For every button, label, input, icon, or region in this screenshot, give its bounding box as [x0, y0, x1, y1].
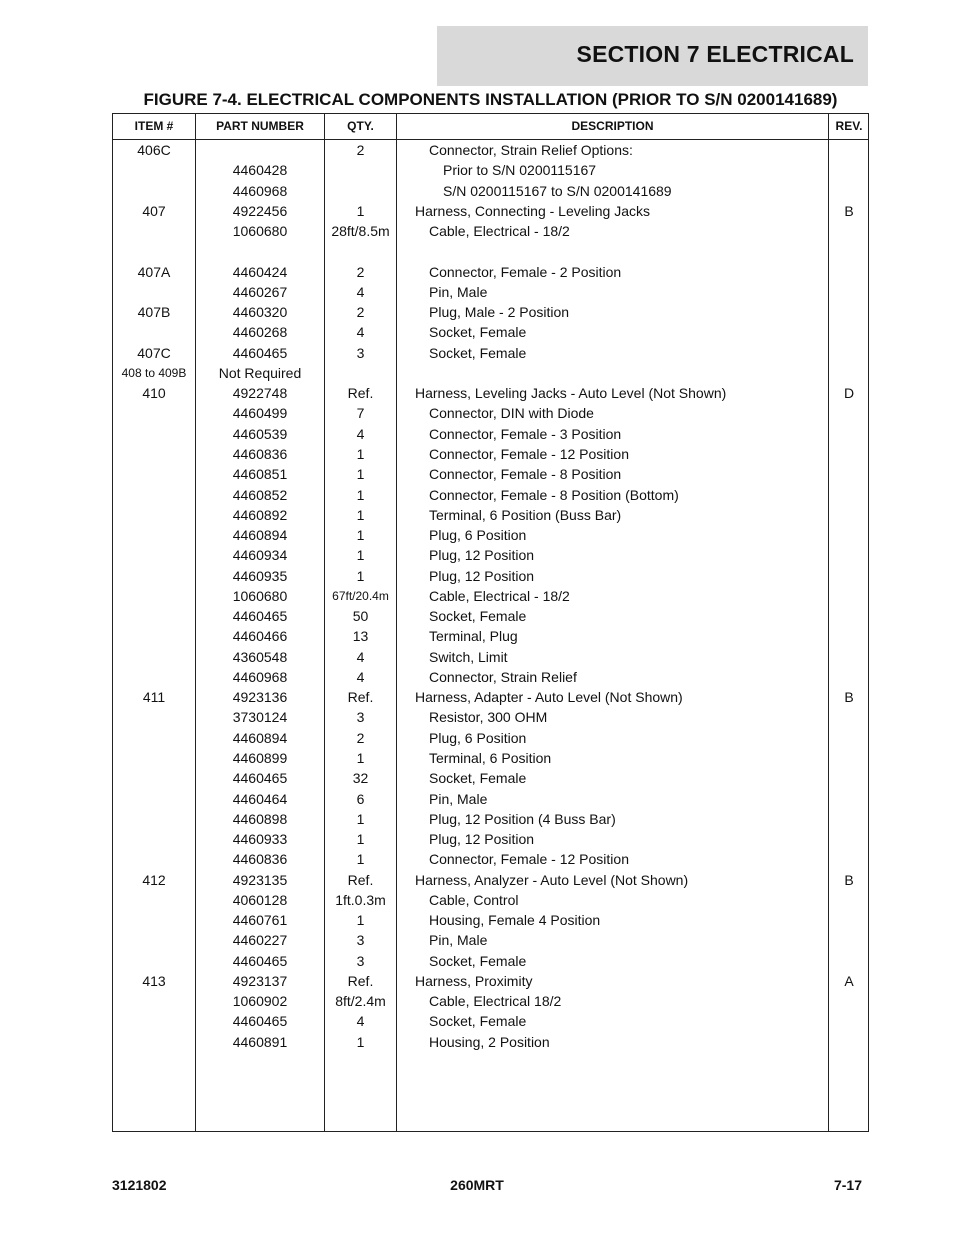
description-cell: Plug, 6 Position	[429, 729, 527, 746]
table-row	[113, 241, 868, 261]
description-cell: Terminal, 6 Position (Buss Bar)	[429, 506, 622, 523]
description-cell: Pin, Male	[429, 790, 488, 807]
quantity-cell: 4	[356, 283, 365, 300]
description-cell: Harness, Connecting - Leveling Jacks	[415, 202, 651, 219]
item-number-cell: 410	[142, 385, 166, 402]
description-cell: Connector, Female - 12 Position	[429, 851, 629, 868]
part-number-cell: 4460898	[232, 810, 288, 827]
quantity-cell: 32	[352, 770, 369, 787]
part-number-cell: Not Required	[218, 364, 302, 381]
part-number-cell: 4460428	[232, 162, 288, 179]
quantity-cell: 1	[356, 506, 365, 523]
quantity-cell: 7	[356, 405, 365, 422]
description-cell: Connector, Female - 8 Position (Bottom)	[429, 486, 679, 503]
item-number-cell: 406C	[137, 142, 171, 158]
quantity-cell: 1	[356, 202, 365, 219]
part-number-cell: 4922456	[232, 202, 288, 219]
description-cell: Prior to S/N 0200115167	[443, 162, 597, 179]
parts-table	[112, 113, 869, 1132]
part-number-cell: 4460267	[232, 283, 288, 300]
quantity-cell: Ref.	[347, 689, 374, 706]
table-row	[113, 870, 868, 890]
item-number-cell: 412	[142, 871, 166, 888]
table-row	[113, 930, 868, 950]
part-number-cell: 4460761	[232, 912, 288, 929]
quantity-cell: 4	[356, 668, 365, 685]
footer-document-number: 3121802	[112, 1177, 167, 1193]
quantity-cell: 3	[356, 709, 365, 726]
table-row	[113, 829, 868, 849]
part-number-cell: 4460852	[232, 486, 288, 503]
part-number-cell: 4460464	[232, 790, 288, 807]
description-cell: Pin, Male	[429, 932, 488, 949]
description-cell: Socket, Female	[429, 608, 527, 625]
item-number-cell: 411	[142, 689, 166, 706]
description-cell: Plug, 12 Position (4 Buss Bar)	[429, 810, 616, 827]
table-row	[113, 890, 868, 910]
quantity-cell: 4	[356, 425, 365, 442]
part-number-cell: 4460892	[232, 506, 288, 523]
quantity-cell: 1	[356, 749, 365, 766]
table-row	[113, 343, 868, 363]
part-number-cell: 4460499	[232, 405, 288, 422]
part-number-cell: 4923135	[232, 871, 288, 888]
quantity-cell: 3	[356, 932, 365, 949]
part-number-cell: 4460465	[232, 1013, 288, 1030]
quantity-cell: 4	[356, 324, 365, 341]
description-cell: Pin, Male	[429, 283, 488, 300]
table-row	[113, 485, 868, 505]
quantity-cell: 67ft/20.4m	[332, 588, 389, 603]
quantity-cell: 28ft/8.5m	[331, 223, 390, 240]
table-row	[113, 910, 868, 930]
part-number-cell: 4923137	[232, 972, 288, 989]
quantity-cell: 2	[356, 263, 365, 280]
description-cell: Plug, 12 Position	[429, 567, 535, 584]
description-cell: Housing, Female 4 Position	[429, 912, 601, 929]
quantity-cell: 2	[356, 729, 365, 746]
description-cell: Connector, Female - 2 Position	[429, 263, 622, 280]
table-row	[113, 606, 868, 626]
table-row	[113, 647, 868, 667]
quantity-cell: 50	[352, 608, 369, 625]
description-cell: Connector, DIN with Diode	[429, 405, 594, 422]
table-row	[113, 626, 868, 646]
quantity-cell: 6	[356, 790, 365, 807]
header-part-number: PART NUMBER	[216, 119, 304, 133]
part-number-cell: 4460851	[232, 466, 288, 483]
item-number-cell: 408 to 409B	[121, 365, 187, 380]
quantity-cell: 1	[356, 810, 365, 827]
table-row	[113, 586, 868, 606]
table-row	[113, 728, 868, 748]
part-number-cell: 4460227	[232, 932, 288, 949]
part-number-cell: 4460894	[232, 729, 288, 746]
description-cell: Harness, Leveling Jacks - Auto Level (Not Shown)	[415, 385, 727, 402]
description-cell: Connector, Female - 12 Position	[429, 445, 629, 462]
part-number-cell: 4460891	[232, 1033, 288, 1050]
quantity-cell: 1	[356, 851, 365, 868]
part-number-cell: 4460465	[232, 770, 288, 787]
quantity-cell: Ref.	[347, 972, 374, 989]
description-cell: Plug, 12 Position	[429, 547, 535, 564]
revision-cell: D	[843, 385, 855, 402]
table-row	[113, 667, 868, 687]
part-number-cell: 1060680	[232, 587, 288, 604]
part-number-cell: 4460836	[232, 445, 288, 462]
part-number-cell: 4460933	[232, 831, 288, 848]
description-cell: Harness, Proximity	[415, 972, 533, 989]
part-number-cell: 4060128	[232, 891, 288, 908]
quantity-cell: 3	[356, 952, 365, 969]
description-cell: Plug, 6 Position	[429, 527, 527, 544]
description-cell: Connector, Strain Relief Options:	[429, 142, 633, 158]
table-row	[113, 140, 868, 160]
part-number-cell: 4923136	[232, 689, 288, 706]
table-row	[113, 566, 868, 586]
table-row	[113, 1032, 868, 1052]
table-row	[113, 282, 868, 302]
description-cell: Switch, Limit	[429, 648, 508, 665]
quantity-cell: 1	[356, 912, 365, 929]
part-number-cell: 4460465	[232, 952, 288, 969]
description-cell: Housing, 2 Position	[429, 1033, 550, 1050]
quantity-cell: 1	[356, 831, 365, 848]
figure-title: FIGURE 7-4. ELECTRICAL COMPONENTS INSTALLATION (PRIOR TO S/N 0200141689)	[143, 90, 838, 109]
part-number-cell: 4460836	[232, 851, 288, 868]
table-row	[113, 221, 868, 241]
table-row	[113, 160, 868, 180]
table-body	[113, 140, 868, 1052]
item-number-cell: 407C	[137, 344, 171, 361]
header-rev: REV.	[835, 119, 863, 133]
part-number-cell: 4460934	[232, 547, 288, 564]
table-row	[113, 789, 868, 809]
part-number-cell: 3730124	[232, 709, 288, 726]
part-number-cell: 4460465	[232, 344, 288, 361]
description-cell: S/N 0200115167 to S/N 0200141689	[443, 182, 672, 199]
section-title: SECTION 7 ELECTRICAL	[576, 41, 854, 67]
table-row	[113, 768, 868, 788]
table-row	[113, 403, 868, 423]
table-row	[113, 707, 868, 727]
table-row	[113, 748, 868, 768]
quantity-cell: Ref.	[347, 385, 374, 402]
quantity-cell: 1	[356, 466, 365, 483]
revision-cell: B	[844, 202, 854, 219]
table-row	[113, 444, 868, 464]
table-row	[113, 181, 868, 201]
description-cell: Plug, Male - 2 Position	[429, 304, 570, 321]
table-row	[113, 1011, 868, 1031]
part-number-cell: 4460320	[232, 304, 288, 321]
revision-cell: B	[844, 689, 854, 706]
table-row	[113, 809, 868, 829]
part-number-cell: 1060902	[232, 993, 288, 1010]
description-cell: Terminal, Plug	[429, 628, 518, 645]
quantity-cell: 1	[356, 547, 365, 564]
description-cell: Socket, Female	[429, 1013, 527, 1030]
footer-model: 260MRT	[450, 1177, 504, 1193]
description-cell: Socket, Female	[429, 952, 527, 969]
quantity-cell: 4	[356, 1013, 365, 1030]
part-number-cell: 4360548	[232, 648, 288, 665]
part-number-cell: 4460466	[232, 628, 288, 645]
section-header-box	[437, 26, 868, 86]
quantity-cell: Ref.	[347, 871, 374, 888]
quantity-cell: 13	[352, 628, 369, 645]
item-number-cell: 413	[142, 972, 166, 989]
part-number-cell: 4460935	[232, 567, 288, 584]
description-cell: Connector, Strain Relief	[429, 668, 577, 685]
table-row	[113, 971, 868, 991]
part-number-cell: 4460968	[232, 182, 288, 199]
table-row	[113, 201, 868, 221]
item-number-cell: 407	[142, 202, 166, 219]
quantity-cell: 2	[356, 304, 365, 321]
description-cell: Cable, Electrical - 18/2	[429, 223, 570, 240]
part-number-cell: 4460899	[232, 749, 288, 766]
revision-cell: A	[844, 972, 854, 989]
table-row	[113, 505, 868, 525]
table-row	[113, 951, 868, 971]
header-item: ITEM #	[134, 119, 174, 133]
quantity-cell: 1ft.0.3m	[335, 891, 386, 908]
description-cell: Socket, Female	[429, 344, 527, 361]
part-number-cell: 4460968	[232, 668, 288, 685]
quantity-cell: 8ft/2.4m	[335, 993, 386, 1010]
description-cell: Cable, Control	[429, 891, 519, 908]
quantity-cell: 1	[356, 486, 365, 503]
table-row	[113, 363, 868, 383]
description-cell: Cable, Electrical - 18/2	[429, 587, 570, 604]
header-description: DESCRIPTION	[571, 119, 654, 133]
table-row	[113, 545, 868, 565]
description-cell: Harness, Adapter - Auto Level (Not Shown)	[415, 689, 683, 706]
quantity-cell: 1	[356, 1033, 365, 1050]
part-number-cell: 4460268	[232, 324, 288, 341]
header-qty: QTY.	[347, 119, 374, 133]
table-row	[113, 322, 868, 342]
table-row	[113, 424, 868, 444]
part-number-cell: 4460894	[232, 527, 288, 544]
quantity-cell: 4	[356, 648, 365, 665]
table-row	[113, 262, 868, 282]
table-row	[113, 525, 868, 545]
item-number-cell: 407B	[137, 304, 171, 321]
description-cell: Cable, Electrical 18/2	[429, 993, 562, 1010]
description-cell: Connector, Female - 8 Position	[429, 466, 622, 483]
description-cell: Socket, Female	[429, 324, 527, 341]
revision-cell: B	[844, 871, 854, 888]
quantity-cell: 3	[356, 344, 365, 361]
description-cell: Harness, Analyzer - Auto Level (Not Shown)	[415, 871, 689, 888]
description-cell: Plug, 12 Position	[429, 831, 535, 848]
quantity-cell: 1	[356, 567, 365, 584]
table-row	[113, 991, 868, 1011]
item-number-cell: 407A	[137, 263, 171, 280]
description-cell: Resistor, 300 OHM	[429, 709, 548, 726]
description-cell: Terminal, 6 Position	[429, 749, 552, 766]
part-number-cell: 4460465	[232, 608, 288, 625]
part-number-cell: 1060680	[232, 223, 288, 240]
description-cell: Connector, Female - 3 Position	[429, 425, 622, 442]
table-row	[113, 383, 868, 403]
footer-page-number: 7-17	[833, 1177, 862, 1193]
quantity-cell: 2	[356, 142, 365, 158]
description-cell: Socket, Female	[429, 770, 527, 787]
table-row	[113, 849, 868, 869]
table-row	[113, 302, 868, 322]
quantity-cell: 1	[356, 527, 365, 544]
part-number-cell: 4922748	[232, 385, 288, 402]
table-row	[113, 464, 868, 484]
part-number-cell: 4460424	[232, 263, 288, 280]
table-row	[113, 687, 868, 707]
part-number-cell: 4460539	[232, 425, 288, 442]
quantity-cell: 1	[356, 445, 365, 462]
